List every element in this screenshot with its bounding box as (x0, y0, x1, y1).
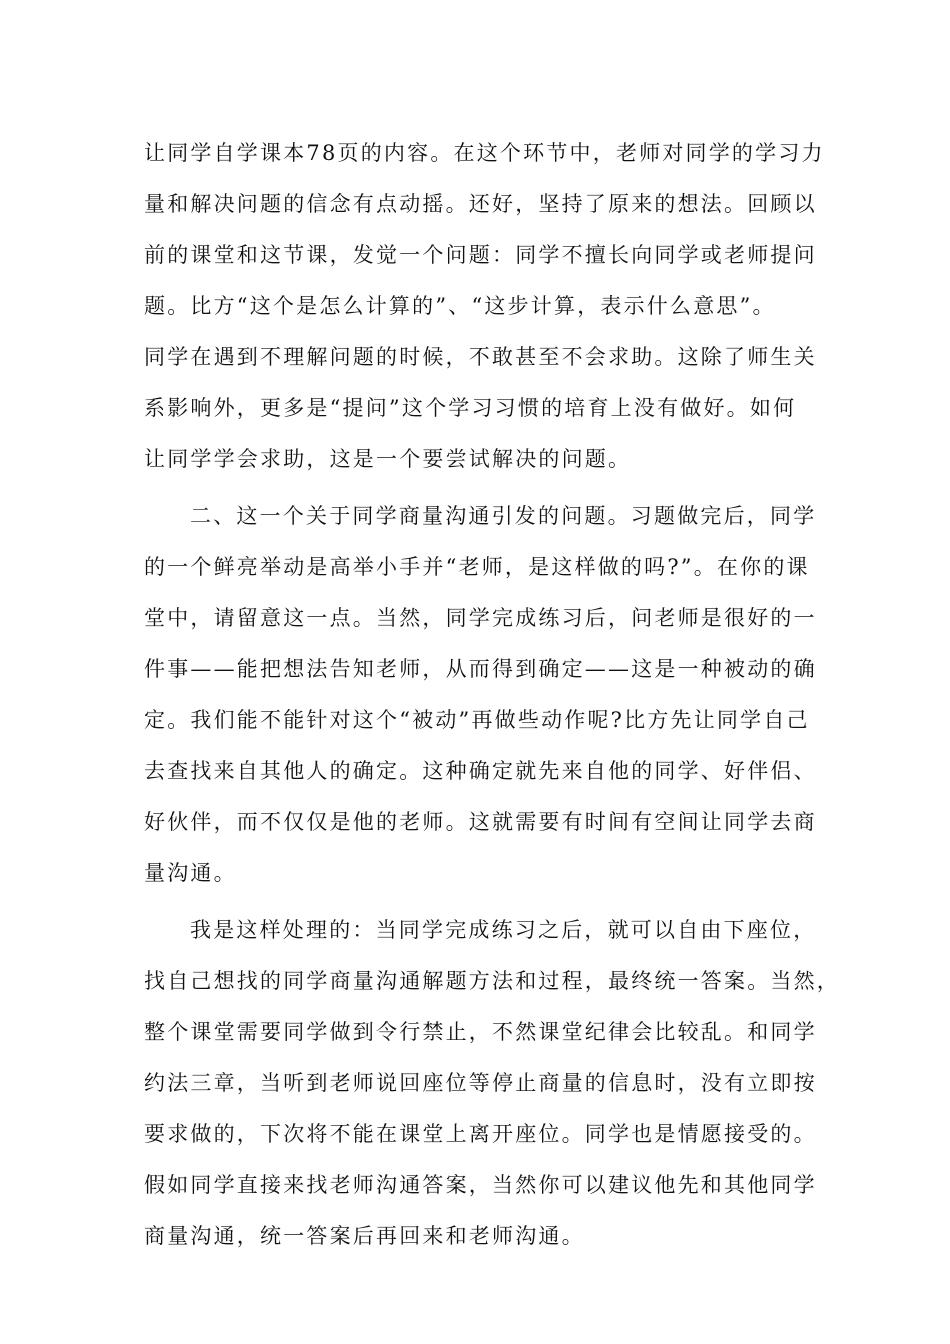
paragraph-2 (144, 491, 829, 899)
text-line: 量沟通。 (144, 861, 237, 885)
text-line: 假如同学直接来找老师沟通答案，当然你可以建议他先和其他同学 (144, 1173, 817, 1197)
text-line: 题。比方“这个是怎么计算的”、“这步计算，表示什么意思”。 (144, 294, 776, 318)
paragraph-3 (144, 905, 840, 1262)
text-line: 前的课堂和这节课，发觉一个问题：同学不擅长向同学或老师提问 (144, 243, 817, 267)
text-line: 让同学学会求助，这是一个要尝试解决的问题。 (144, 447, 632, 471)
text-line: 定。我们能不能针对这个“被动”再做些动作呢?比方先让同学自己 (144, 708, 810, 732)
text-line: 堂中，请留意这一点。当然，同学完成练习后，问老师是很好的一 (144, 606, 817, 630)
text-line: 找自己想找的同学商量沟通解题方法和过程，最终统一答案。当然， (144, 969, 840, 993)
text-line: 好伙伴，而不仅仅是他的老师。这就需要有时间有空间让同学去商 (144, 810, 817, 834)
text-line: 商量沟通，统一答案后再回来和老师沟通。 (144, 1224, 585, 1248)
text-line: 二、这一个关于同学商量沟通引发的问题。习题做完后，同学 (190, 504, 817, 528)
text-line: 的一个鲜亮举动是高举小手并“老师，是这样做的吗?”。在你的课 (144, 555, 810, 579)
text-line: 整个课堂需要同学做到令行禁止，不然课堂纪律会比较乱。和同学 (144, 1020, 817, 1044)
document-body (144, 128, 840, 1262)
text-line: 我是这样处理的：当同学完成练习之后，就可以自由下座位， (190, 918, 817, 942)
text-line: 约法三章，当听到老师说回座位等停止商量的信息时，没有立即按 (144, 1071, 817, 1095)
text-line: 同学在遇到不理解问题的时候，不敢甚至不会求助。这除了师生关 (144, 345, 817, 369)
text-line: 要求做的，下次将不能在课堂上离开座位。同学也是情愿接受的。 (144, 1122, 817, 1146)
paragraph-1 (144, 128, 829, 485)
text-line: 件事——能把想法告知老师，从而得到确定——这是一种被动的确 (144, 657, 817, 681)
text-line: 系影响外，更多是“提问”这个学习习惯的培育上没有做好。如何 (144, 396, 797, 420)
text-line: 去查找来自其他人的确定。这种确定就先来自他的同学、好伴侣、 (144, 759, 817, 783)
text-line: 让同学自学课本78页的内容。在这个环节中，老师对同学的学习力 (144, 141, 825, 165)
text-line: 量和解决问题的信念有点动摇。还好，坚持了原来的想法。回顾以 (144, 192, 817, 216)
